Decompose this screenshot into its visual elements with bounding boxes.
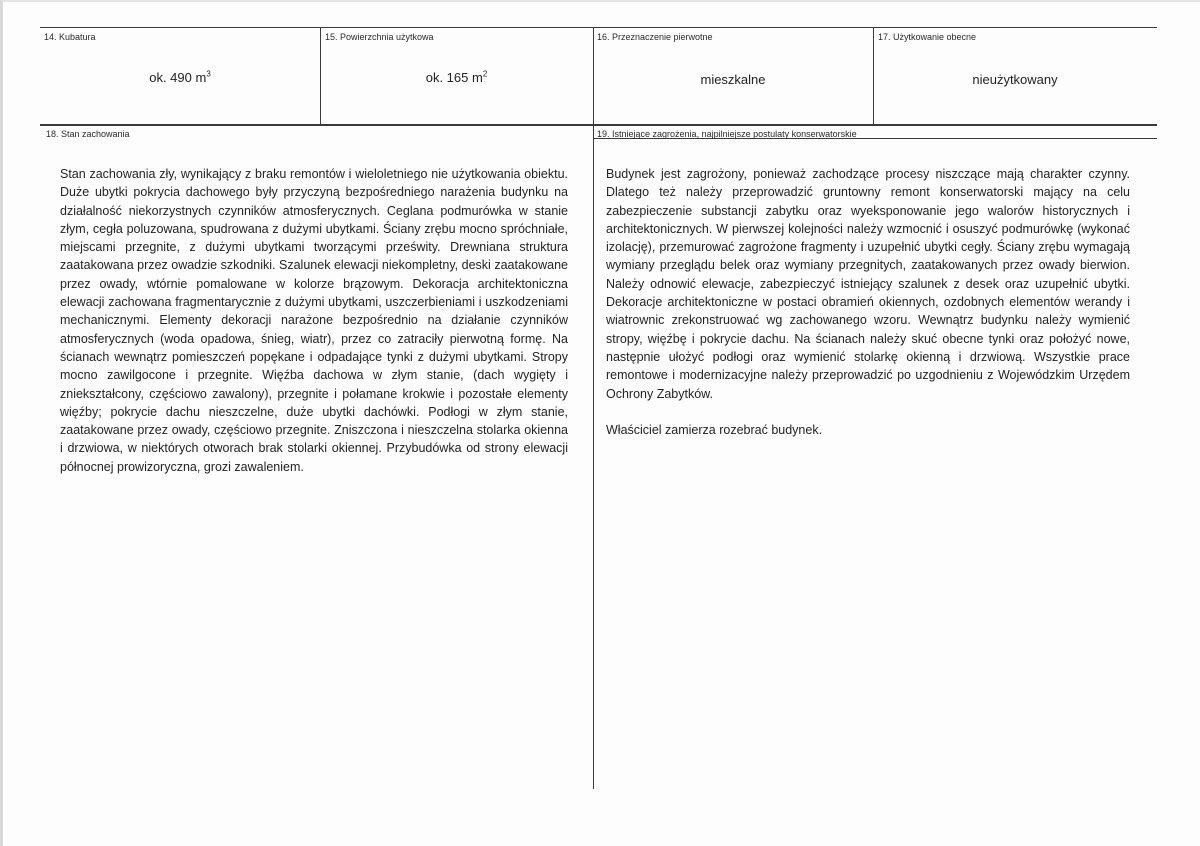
przeznaczenie-value (593, 72, 873, 87)
zagrozenia-text-block (606, 165, 1130, 439)
uzytkowanie-value (873, 72, 1157, 87)
stan-zachowania-label: 18. Stan zachowania (46, 129, 130, 139)
paragraph-gap (606, 403, 1130, 421)
kubatura-value (40, 70, 320, 85)
kubatura-value-text: ok. 490 m (149, 70, 207, 85)
kubatura-unit-exponent: 3 (206, 69, 211, 79)
uzytkowanie-label: 17. Użytkowanie obecne (878, 32, 977, 42)
powierzchnia-value (320, 70, 593, 85)
przeznaczenie-label: 16. Przeznaczenie pierwotne (597, 32, 713, 42)
stan-zachowania-text-block (60, 165, 568, 476)
top-border (40, 27, 1157, 28)
przeznaczenie-value-text: mieszkalne (700, 72, 766, 87)
stan-zachowania-text: Stan zachowania zły, wynikający z braku remontów i wieloletniego nie użytkowania obiektu. Duże ubytki pokrycia dachowego były przyczyną bezpośredniego narażenia budynku na działalność niekorzystnych czynników atmosferycznych. Ceglana podmurówka w stanie złym, cegła poluzowana, spudrowana z dużymi ubytkami. Ściany zrębu mocno spróchniałe, miejscami przegnite, z dużymi ubytkami tworzącymi prześwity. Drewniana struktura zaatakowana przez owadzie szkodniki. Szalunek elewacji niekompletny, deski zaatakowane przez owady, wtórnie pomalowane w kolorze brązowym. Dekoracja architektoniczna elewacji zachowana fragmentarycznie z dużymi ubytkami, uszczerbieniami i uszkodzeniami mechanicznymi. Elementy dekoracji narażone bezpośrednio na działanie czynników atmosferycznych (woda opadowa, śnieg, wiatr), przez co zatraciły pierwotną formę. Na ścianach wewnątrz pomieszczeń popękane i odpadające tynki z dużymi ubytkami. Stropy mocno zawilgocone i przegnite. Więźba dachowa w złym stanie, (dach wygięty i zniekształcony, częściowo zawalony), przegnite i połamane krokwie i pozostałe elementy więźby; pokrycie dachu nieszczelne, duże ubytki dachówki. Podłogi w złym stanie, zaatakowane przez owady, częściowo przegnite. Zniszczona i nieszczelna stolarka okienna i drzwiowa, w niektórych otworach brak stolarki okiennej. Przybudówka od strony elewacji północnej prowizoryczna, grozi zawaleniem. (60, 167, 568, 474)
divider-2 (593, 27, 594, 789)
zagrozenia-label: 19. Istniejące zagrożenia, najpilniejsze postulaty konserwatorskie (597, 129, 857, 139)
powierzchnia-unit-exponent: 2 (482, 69, 488, 79)
powierzchnia-value-text: ok. 165 m (425, 70, 483, 85)
uzytkowanie-value-text: nieużytkowany (972, 72, 1058, 87)
zagrozenia-text: Budynek jest zagrożony, ponieważ zachodzące procesy niszczące mają charakter czynny. Dlatego też należy przeprowadzić gruntowny remont konserwatorski mający na celu zabezpieczenie substancji zabytku oraz wyeksponowanie jego walorów historycznych i architektonicznych. W pierwszej kolejności należy wzmocnić i osuszyć podmurówkę (wykonać izolację), przemurować zagrożone fragmenty i uzupełnić ubytki cegły. Ściany zrębu wymagają wymiany przeglądu belek oraz wymiany przegnitych, zaatakowanych przez owady bierwion. Należy odnowić elewacje, zabezpieczyć istniejący szalunek z desek oraz uzupełnić ubytki. Dekoracje architektoniczne w postaci obramień okiennych, ozdobnych elementów werandy i wiatrownic zrekonstruować wg zachowanego wzoru. Wewnątrz budynku należy wymienić stropy, więźbę i pokrycie dachu. Na ścianach należy skuć obecne tynki oraz położyć nowe, następnie ułożyć podłogi oraz wymienić stolarkę okienną i drzwiową. Wszystkie prace remontowe i modernizacyjne należy przeprowadzić po uzgodnieniu z Wojewódzkim Urzędem Ochrony Zabytków. (606, 167, 1130, 401)
kubatura-label: 14. Kubatura (44, 32, 96, 42)
wlasciciel-note: Właściciel zamierza rozebrać budynek. (606, 423, 823, 438)
powierzchnia-label: 15. Powierzchnia użytkowa (325, 32, 434, 42)
row1-bottom-border (40, 124, 1157, 126)
